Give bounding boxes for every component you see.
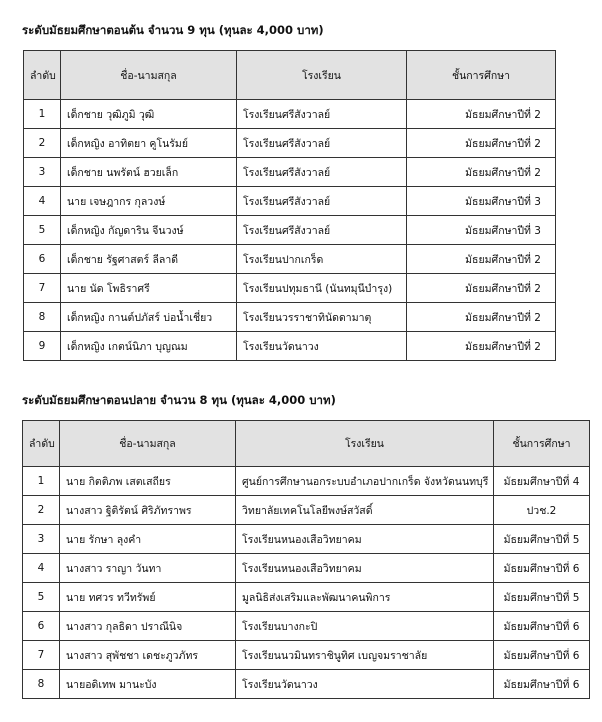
- cell-name: นางสาว สุพัชชา เดชะภูวภัทร: [60, 641, 236, 670]
- cell-order: 9: [24, 332, 61, 361]
- cell-name: เด็กหญิง กัญดาริน จีนวงษ์: [61, 216, 237, 245]
- table-row: [24, 274, 556, 303]
- cell-school: วิทยาลัยเทคโนโลยีพงษ์สวัสดิ์: [236, 496, 494, 525]
- col-header-grade: ชั้นการศึกษา: [494, 421, 590, 467]
- table-row: [24, 245, 556, 274]
- cell-school: โรงเรียนหนองเสือวิทยาคม: [236, 525, 494, 554]
- cell-name: นาย นัด โพธิราศรี: [61, 274, 237, 303]
- table-row: [23, 670, 590, 699]
- cell-order: 4: [24, 187, 61, 216]
- cell-order: 1: [24, 100, 61, 129]
- cell-name: เด็กหญิง อาทิตยา คูโนรัมย์: [61, 129, 237, 158]
- cell-grade: มัธยมศึกษาปีที่ 2: [407, 332, 556, 361]
- table-row: [24, 158, 556, 187]
- cell-order: 6: [23, 612, 60, 641]
- table-header-row: [23, 421, 590, 467]
- cell-school: โรงเรียนศรีสังวาลย์: [237, 129, 407, 158]
- upper-secondary-scholarship-table: [22, 420, 590, 699]
- col-header-order: ลำดับ: [23, 421, 60, 467]
- cell-name: นาย กิตติภพ เสตเสถียร: [60, 467, 236, 496]
- cell-school: โรงเรียนนวมินทราชินูทิศ เบญจมราชาลัย: [236, 641, 494, 670]
- table-row: [24, 100, 556, 129]
- col-header-grade: ชั้นการศึกษา: [407, 51, 556, 100]
- col-header-order: ลำดับ: [24, 51, 61, 100]
- cell-grade: มัธยมศึกษาปีที่ 2: [407, 245, 556, 274]
- cell-order: 3: [24, 158, 61, 187]
- cell-name: นางสาว ราญา วันทา: [60, 554, 236, 583]
- cell-school: โรงเรียนวัดนาวง: [236, 670, 494, 699]
- col-header-name: ชื่อ-นามสกุล: [60, 421, 236, 467]
- cell-name: เด็กชาย รัฐศาสตร์ ลีลาดี: [61, 245, 237, 274]
- cell-school: โรงเรียนบางกะปิ: [236, 612, 494, 641]
- cell-grade: มัธยมศึกษาปีที่ 6: [494, 641, 590, 670]
- cell-school: โรงเรียนหนองเสือวิทยาคม: [236, 554, 494, 583]
- cell-name: เด็กชาย วุฒิภูมิ วุฒิ: [61, 100, 237, 129]
- cell-school: โรงเรียนปากเกร็ด: [237, 245, 407, 274]
- table-row: [23, 641, 590, 670]
- cell-grade: มัธยมศึกษาปีที่ 6: [494, 670, 590, 699]
- cell-name: นาย ทศวร ทวีทรัพย์: [60, 583, 236, 612]
- cell-order: 6: [24, 245, 61, 274]
- cell-name: เด็กหญิง กานต์ปภัสร์ บ่อน้ำเชี่ยว: [61, 303, 237, 332]
- col-header-name: ชื่อ-นามสกุล: [61, 51, 237, 100]
- cell-name: นางสาว ฐิติรัตน์ ศิริภัทราพร: [60, 496, 236, 525]
- table-row: [24, 303, 556, 332]
- cell-school: โรงเรียนวัดนาวง: [237, 332, 407, 361]
- cell-name: เด็กหญิง เกตน์นิภา บุญณม: [61, 332, 237, 361]
- table-row: [23, 525, 590, 554]
- table-row: [24, 129, 556, 158]
- cell-order: 5: [24, 216, 61, 245]
- cell-grade: มัธยมศึกษาปีที่ 2: [407, 129, 556, 158]
- cell-order: 5: [23, 583, 60, 612]
- table-row: [23, 583, 590, 612]
- cell-grade: มัธยมศึกษาปีที่ 6: [494, 554, 590, 583]
- cell-order: 7: [24, 274, 61, 303]
- col-header-school: โรงเรียน: [236, 421, 494, 467]
- col-header-school: โรงเรียน: [237, 51, 407, 100]
- cell-grade: มัธยมศึกษาปีที่ 2: [407, 100, 556, 129]
- cell-name: นายอดิเทพ มานะบัง: [60, 670, 236, 699]
- lower-secondary-scholarship-table: [23, 50, 556, 361]
- table-row: [24, 332, 556, 361]
- cell-school: โรงเรียนศรีสังวาลย์: [237, 187, 407, 216]
- section2-title: ระดับมัธยมศึกษาตอนปลาย จำนวน 8 ทุน (ทุนละ 4,000 บาท): [22, 393, 336, 407]
- table-row: [24, 187, 556, 216]
- cell-school: โรงเรียนศรีสังวาลย์: [237, 100, 407, 129]
- cell-order: 8: [24, 303, 61, 332]
- cell-grade: ปวช.2: [494, 496, 590, 525]
- cell-order: 2: [23, 496, 60, 525]
- cell-grade: มัธยมศึกษาปีที่ 5: [494, 525, 590, 554]
- table-row: [24, 216, 556, 245]
- cell-grade: มัธยมศึกษาปีที่ 5: [494, 583, 590, 612]
- cell-order: 7: [23, 641, 60, 670]
- table-row: [23, 467, 590, 496]
- cell-school: โรงเรียนวรราชาทินัดดามาตุ: [237, 303, 407, 332]
- table-header-row: [24, 51, 556, 100]
- cell-grade: มัธยมศึกษาปีที่ 2: [407, 158, 556, 187]
- cell-name: นาย เจษฎากร กุลวงษ์: [61, 187, 237, 216]
- cell-name: เด็กชาย นพรัตน์ ฮวยเล็ก: [61, 158, 237, 187]
- cell-order: 3: [23, 525, 60, 554]
- cell-grade: มัธยมศึกษาปีที่ 2: [407, 303, 556, 332]
- table-row: [23, 612, 590, 641]
- cell-grade: มัธยมศึกษาปีที่ 2: [407, 274, 556, 303]
- cell-school: โรงเรียนปทุมธานี (นันทมุนีบำรุง): [237, 274, 407, 303]
- cell-grade: มัธยมศึกษาปีที่ 3: [407, 216, 556, 245]
- cell-school: โรงเรียนศรีสังวาลย์: [237, 158, 407, 187]
- cell-name: นาย รักษา ลุงคำ: [60, 525, 236, 554]
- cell-grade: มัธยมศึกษาปีที่ 3: [407, 187, 556, 216]
- cell-order: 1: [23, 467, 60, 496]
- cell-school: มูลนิธิส่งเสริมและพัฒนาคนพิการ: [236, 583, 494, 612]
- cell-grade: มัธยมศึกษาปีที่ 4: [494, 467, 590, 496]
- cell-order: 2: [24, 129, 61, 158]
- cell-school: ศูนย์การศึกษานอกระบบอำเภอปากเกร็ด จังหวัดนนทบุรี: [236, 467, 494, 496]
- table-row: [23, 496, 590, 525]
- table-row: [23, 554, 590, 583]
- cell-grade: มัธยมศึกษาปีที่ 6: [494, 612, 590, 641]
- section1-title: ระดับมัธยมศึกษาตอนต้น จำนวน 9 ทุน (ทุนละ 4,000 บาท): [22, 23, 324, 37]
- cell-school: โรงเรียนศรีสังวาลย์: [237, 216, 407, 245]
- cell-order: 4: [23, 554, 60, 583]
- cell-name: นางสาว กุลธิดา ปราณีนิจ: [60, 612, 236, 641]
- cell-order: 8: [23, 670, 60, 699]
